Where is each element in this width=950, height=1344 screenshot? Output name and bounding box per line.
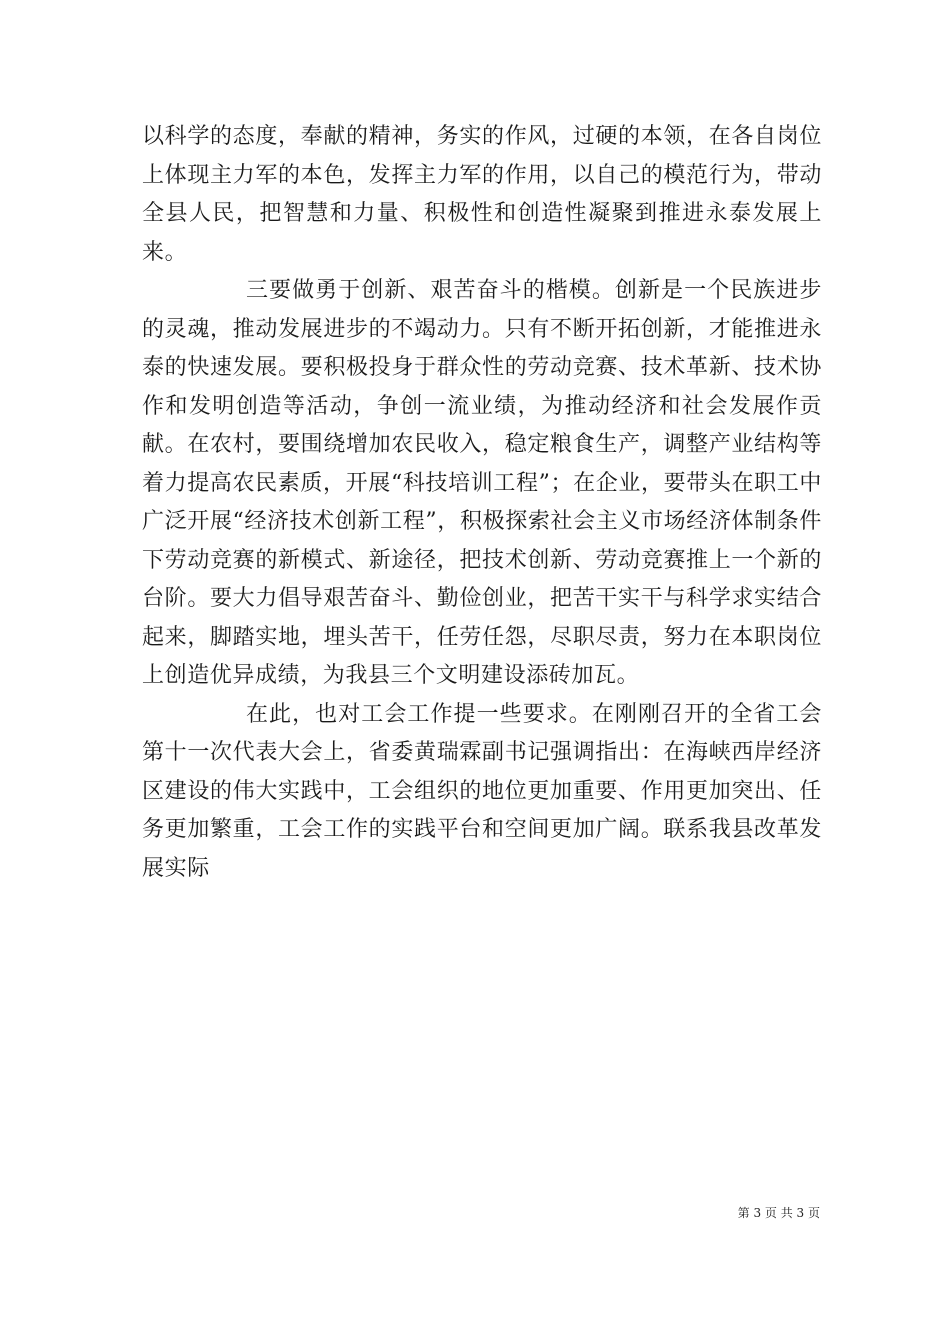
paragraph-2: 三要做勇于创新、艰苦奋斗的楷模。创新是一个民族进步的灵魂，推动发展进步的不竭动力。只有不断开拓创新，才能推进永泰的快速发展。要积极投身于群众性的劳动竞赛、技术革新、技术协作和发明创造等活动，争创一流业绩，为推动经济和社会发展作贡献。在农村，要围绕增加农民收入，稳定粮食生产，调整产业结构等着力提高农民素质，开展“科技培训工程”；在企业，要带头在职工中广泛开展“经济技术创新工程”，积极探索社会主义市场经济体制条件下劳动竞赛的新模式、新途径，把技术创新、劳动竞赛推上一个新的台阶。要大力倡导艰苦奋斗、勤俭创业，把苦干实干与科学求实结合起来，脚踏实地，埋头苦干，任劳任怨，尽职尽责，努力在本职岗位上创造优异成绩，为我县三个文明建设添砖加瓦。	[142, 278, 822, 688]
paragraph-1: 以科学的态度，奉献的精神，务实的作风，过硬的本领，在各自岗位上体现主力军的本色，发挥主力军的作用，以自己的模范行为，带动全县人民，把智慧和力量、积极性和创造性凝聚到推进永泰发展上来。	[142, 124, 822, 265]
document-body	[142, 118, 822, 888]
paragraph-3: 在此，也对工会工作提一些要求。在刚刚召开的全省工会第十一次代表大会上，省委黄瑞霖副书记强调指出：在海峡西岸经济区建设的伟大实践中，工会组织的地位更加重要、作用更加突出、任务更加繁重，工会工作的实践平台和空间更加广阔。联系我县改革发展实际	[142, 701, 822, 881]
page-number-footer: 第 3 页 共 3 页	[737, 1206, 820, 1220]
